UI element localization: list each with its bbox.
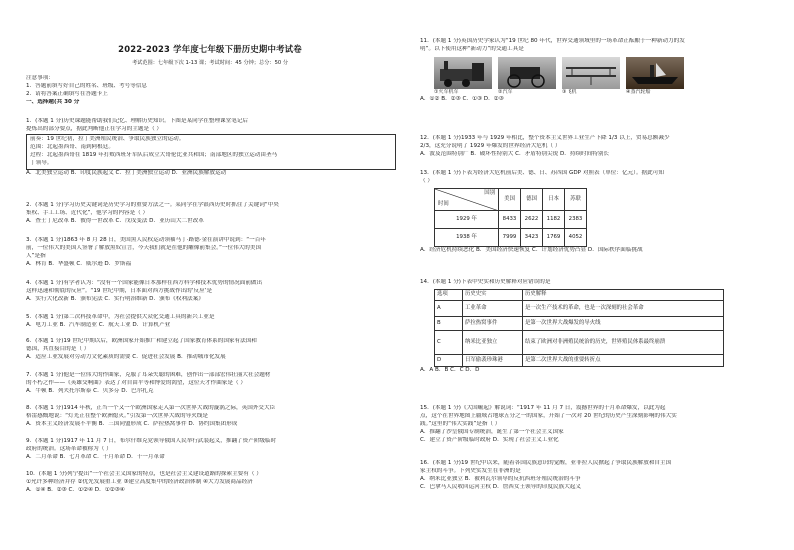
notes-section bbox=[26, 75, 396, 107]
notes-item: 2．请将答案正确填写在答题卡上 bbox=[26, 90, 108, 97]
q7-stem-line: 的不朽之作——《英雄交响曲》表达了对自由平等和博爱的渴望，这位天才作曲家是（ ） bbox=[26, 379, 246, 386]
q13-options: A．经济危机持续恶化 B．美国经济快速恢复 C．计划经济优势凸显 D．国际秩序面临挑战 bbox=[420, 246, 643, 253]
q15-stem-line: 点，这个在世界地图上疆域占地球五分之一的国家，开始了一次对 20 世纪的历史产生深刻影响的伟大实 bbox=[420, 412, 677, 419]
q16-stem-line: 16．(本题 1 分)19 世纪中以来，随着各国民族意识的觉醒，亚非拉人民掀起了争取民族解放和自主国 bbox=[420, 460, 672, 466]
history-table-cell: 结束了欧洲对非洲殖民统治的历史，世界殖民体系最终崩溃 bbox=[523, 330, 724, 354]
exam-meta: 考试范围：七年级下次 1-13 课；考试时间：45 分钟；总分：50 分 bbox=[131, 60, 289, 66]
gdp-col-header: 美国 bbox=[499, 188, 521, 210]
q11-stem-line: 11．(本题 1 分)英国历史学家认为“19 世纪 80 年代，世界交通领域里的一场革命正酝酿于一种新动力的发 bbox=[420, 38, 685, 44]
gdp-col-header: 苏联 bbox=[565, 188, 587, 210]
q9-stem-line: 政府的统治。这场革命被称为（ ） bbox=[26, 445, 112, 452]
q1-options: A．北美独立运动 B．印度民族起义 C．拉丁美洲独立运动 D．亚洲民族解放运动 bbox=[26, 169, 227, 176]
q11-caption: ②汽车 bbox=[498, 88, 513, 95]
question-3 bbox=[26, 237, 396, 269]
corner-label-time: 时间 bbox=[438, 201, 449, 208]
q7-stem-line: 7．(本题 1 分)他是一位伟大的作曲家，克服了耳朵失聪的困难，创作出一部部宏伟壮丽大社会题材 bbox=[26, 372, 271, 378]
gdp-cell: 4052 bbox=[565, 228, 587, 246]
q2-options: A．查士丁尼改革 B．彼得一世改革 C．戊戌变法 D．亚历山大二世改革 bbox=[26, 217, 204, 224]
question-11 bbox=[420, 38, 778, 104]
gdp-row-year: 1929 年 bbox=[435, 210, 499, 228]
car-image bbox=[498, 57, 556, 89]
question-14 bbox=[420, 279, 778, 375]
question-5 bbox=[26, 314, 396, 330]
q6-stem-line: 6．(本题 1 分)19 世纪中期以后，欧洲国家开始推广和建立起了国家教育体系的国家有法国和 bbox=[26, 338, 257, 344]
gdp-cell: 1182 bbox=[543, 210, 565, 228]
history-table-cell: 工业革命 bbox=[463, 300, 523, 316]
q16-option: C．巴拿马人民收回运河主权 D．詹西女王领导的印度民族大起义 bbox=[420, 483, 582, 490]
gdp-col-header: 德国 bbox=[521, 188, 543, 210]
q12-options: A．波及范围特别广 B．破坏性特别大 C．矛盾特别尖锐 D．持续时间特别长 bbox=[420, 150, 610, 157]
q11-caption: ④蒸汽轮船 bbox=[626, 88, 651, 95]
notes-item: 1．答题前填写好自己的姓名、班级、考号等信息 bbox=[26, 82, 148, 89]
question-13 bbox=[420, 170, 778, 255]
q13-stem-line: 13．(本题 1 分)下表为经济大危机前后美、德、日、苏四国 GDP 对照表（单位：亿元）。据此可知 bbox=[420, 170, 664, 176]
q14-stem-line: 14．(本题 1 分)下表中史实和历史解释对应错误的是 bbox=[420, 279, 551, 285]
corner-label-country: 国别 bbox=[484, 189, 495, 196]
q10-stem-line: 10．(本题 1 分)列宁提出“一个社会主义国家的特点，也是社会主义建设道路的探索主要有（ ） bbox=[26, 471, 262, 477]
question-9 bbox=[26, 438, 396, 462]
q8-stem-line: 格雷感慨地说：“灯光正在整个欧洲熄灭。”引发第一次世界大战的导火线是 bbox=[26, 412, 208, 419]
q15-stem-line: 践。”这里的“伟大实践”是指（ ） bbox=[420, 420, 501, 427]
q4-stem-line: 4．(本题 1 分)有学者认为：“没有一个国家能像日本那样在西方科学和技术优势的情况面前做出 bbox=[26, 280, 263, 286]
q11-image-row bbox=[434, 57, 778, 96]
history-table-cell: 纳米比亚独立 bbox=[463, 330, 523, 354]
q3-stem-line: 前，一位伟大的美国人签署了解放黑奴宣言，今天我们就是在他的雕像前集会。”一位伟大的美国 bbox=[26, 244, 262, 251]
gdp-cell: 8433 bbox=[499, 210, 521, 228]
q5-options: A．电力工业 B．汽车制造业 C．航天工业 D．计算机产业 bbox=[26, 321, 171, 328]
q16-option: A．纳米比亚独立 B．被利瓦尔领导的反抗西班牙殖民统治的斗争 bbox=[420, 475, 581, 482]
q8-stem-line: 8．(本题 1 分)1914 年秋，正当一个又一个欧洲国家走入第一次世界大战的漩涡之际，英国外交大臣 bbox=[26, 405, 276, 411]
locomotive-image bbox=[434, 57, 492, 89]
airplane-image bbox=[562, 57, 620, 89]
q6-options: A．适应工业发展对劳动力文化素质的需要 C．促进社会发展 B．推动城市化发展 bbox=[26, 353, 226, 360]
q10-stem-line: ①允许多种经济并存 ②优先发展重工业 ③建立高度集中的经济政治体制 ④大力发展商品经济 bbox=[26, 478, 253, 485]
question-8 bbox=[26, 405, 396, 429]
page-title: 2022-2023 学年度七年级下册历史期中考试卷 bbox=[118, 44, 302, 54]
q2-stem-line: 集权、手工工场、近代化”，他学习的内容是（ ） bbox=[26, 209, 149, 216]
q1-stem-line: 1．(本题 1 分)历史课题能帮助我们记忆、理解历史知识。下图是某同学在整理课堂笔记后 bbox=[26, 118, 249, 124]
q11-caption: ③飞机 bbox=[562, 88, 577, 95]
q9-stem-line: 9．(本题 1 分)1917 年 11 月 7 日，布尔什维克党领导俄国人民举行武装起义，推翻了资产阶级临时 bbox=[26, 438, 277, 444]
question-1 bbox=[26, 118, 396, 178]
q1-notes-box bbox=[26, 134, 396, 170]
q13-stem-line: （ ） bbox=[420, 177, 433, 184]
q16-stem-line: 家主权的斗争。下列史实发生在非洲的是 bbox=[420, 467, 521, 474]
gdp-row-year: 1938 年 bbox=[435, 228, 499, 246]
question-16 bbox=[420, 460, 778, 492]
gdp-cell: 7999 bbox=[499, 228, 521, 246]
q11-figure bbox=[562, 57, 620, 96]
q4-options: A．实行大化改新 B．颁布宪法 C．实行明治维新 D．颁布《权利法案》 bbox=[26, 295, 204, 302]
history-table-header: 历史史实 bbox=[463, 289, 523, 300]
history-table-header: 历史解释 bbox=[523, 289, 724, 300]
q14-options: A．A B．B C．C D．D bbox=[420, 366, 480, 373]
question-4 bbox=[26, 280, 396, 304]
gdp-cell: 2383 bbox=[565, 210, 587, 228]
q12-stem-line: 2/3，这充分说明了 1929 年爆发的世界经济大危机（ ） bbox=[420, 142, 561, 149]
q1-box-line: 过程：北起墨西哥在 1819 年打败西班牙军队后成立大哥伦比亚共和国；南部地区的独立运动由圣马 bbox=[30, 151, 278, 158]
history-table-cell: 日军偷袭珍珠港 bbox=[463, 354, 523, 366]
q5-stem-line: 5．(本题 1 分)第二次科技革命中，为社会提供大众化交通工具的新兴工业是 bbox=[26, 314, 215, 320]
question-2 bbox=[26, 202, 396, 226]
gdp-table-corner bbox=[435, 188, 499, 210]
section-heading: 一、选择题(共 30 分 bbox=[26, 98, 80, 105]
steamship-image bbox=[626, 57, 684, 89]
q11-caption: ①火车机车 bbox=[434, 88, 459, 95]
history-table-cell: C bbox=[435, 330, 463, 354]
q9-options: A．二月革命 B．七月革命 C．十月革命 D．十一月革命 bbox=[26, 453, 165, 460]
q1-box-line: 丁领导。 bbox=[30, 159, 53, 166]
q1-stem-line: 提炼出的部分要点，据此判断他正在学习的主题是（ ） bbox=[26, 125, 163, 132]
q11-stem-line: 明”。以下使用这种“新动力”的交通工具是 bbox=[420, 45, 524, 52]
history-table-cell: D bbox=[435, 354, 463, 366]
notes-heading: 注意事项： bbox=[26, 75, 54, 81]
history-table-cell: A bbox=[435, 300, 463, 316]
q11-figure bbox=[434, 57, 492, 96]
gdp-cell: 1769 bbox=[543, 228, 565, 246]
q15-option: C．建立了资产阶级临时政府 D．实现了社会主义工业化 bbox=[420, 436, 559, 443]
question-12 bbox=[420, 135, 778, 159]
q3-stem-line: 人”是指 bbox=[26, 252, 46, 259]
q11-options: A．①② B．②③ C．①③ D．②③ bbox=[420, 95, 504, 102]
q4-stem-line: 这样迅速和彻底的反应”。“19 世纪中期，日本面对西方挑战作出的‘反应’是 bbox=[26, 287, 213, 294]
q1-box-line: 范围：北起墨西哥、南到阿根廷。 bbox=[30, 143, 114, 150]
gdp-col-header: 日本 bbox=[543, 188, 565, 210]
history-table-header: 选项 bbox=[435, 289, 463, 300]
question-6 bbox=[26, 338, 396, 362]
gdp-cell: 2622 bbox=[521, 210, 543, 228]
q7-options: A．牛顿 B．列夫托尔斯泰 C．贝多芬 D．巴尔扎克 bbox=[26, 387, 154, 394]
question-15 bbox=[420, 405, 778, 445]
history-table-cell: 是第一次世界大战爆发的导火线 bbox=[523, 316, 724, 330]
q11-figure bbox=[498, 57, 556, 96]
history-table bbox=[434, 289, 724, 367]
q15-stem-line: 15．(本题 1 分)《大国崛起》解说词：“1917 年 11 月 7 日，震撼世界的十月革命爆发，以此为起 bbox=[420, 405, 666, 411]
q12-stem-line: 12．(本题 1 分)1933 年与 1929 年相比，整个资本主义世界工业生产下降 1/3 以上，贸易总额减少 bbox=[420, 135, 670, 141]
q10-options: A．①④ B．②③ C．①②④ D．①②③④ bbox=[26, 486, 125, 493]
q1-box-line: 前奏：19 世纪初，拉丁美洲殖民统治、争取民族独立的运动。 bbox=[30, 135, 185, 142]
gdp-cell: 3423 bbox=[521, 228, 543, 246]
q2-stem-line: 2．(本题 1 分)学习历史关键词是历史学习的重要方法之一。某同学在学银西历史时抓住了关键词“中央 bbox=[26, 202, 279, 208]
history-table-cell: 是一次生产技术的革命，也是一次深刻的社会革命 bbox=[523, 300, 724, 316]
q3-options: A．林肯 B．华盛顿 C．威尔逊 D．罗斯福 bbox=[26, 260, 132, 267]
question-7 bbox=[26, 372, 396, 396]
q15-option: A．推翻了沙皇俄国专制统治，诞生了第一个社会主义国家 bbox=[420, 428, 564, 435]
history-table-cell: B bbox=[435, 316, 463, 330]
gdp-table bbox=[434, 188, 587, 247]
q6-stem-line: 德国，其直接目的是（ ） bbox=[26, 345, 90, 352]
history-table-cell: 萨拉热窝事件 bbox=[463, 316, 523, 330]
q11-figure bbox=[626, 57, 684, 96]
q8-options: A．资本主义经济发展不平衡 B．三国同盟形成 C．萨拉热窝事件 D．协约国集团形成 bbox=[26, 420, 238, 427]
q3-stem-line: 3．(本题 1 分)1863 年 8 月 28 日，美国黑人民权运动领袖马丁·路德·金在演讲中说到：“一百年 bbox=[26, 237, 266, 243]
history-table-cell: 是第二次世界大战的重要转折点 bbox=[523, 354, 724, 366]
question-10 bbox=[26, 471, 396, 495]
